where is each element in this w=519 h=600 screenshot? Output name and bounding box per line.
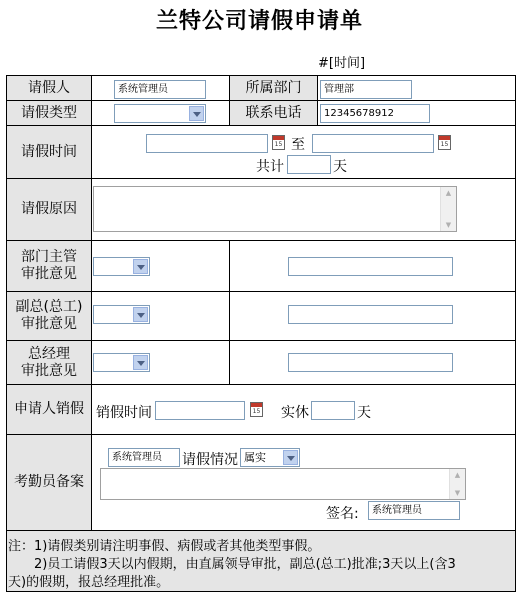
cancel-leave-label: 申请人销假 <box>7 385 91 434</box>
note-line-3: 天)的假期，报总经理批准。 <box>8 575 170 590</box>
notes <box>8 538 514 592</box>
leave-type-label: 请假类型 <box>7 101 91 125</box>
calendar-icon[interactable]: 15 <box>438 135 451 150</box>
leave-status-select[interactable]: 属实 <box>240 448 300 467</box>
applicant-label: 请假人 <box>7 76 91 100</box>
note-line-2: 2)员工请假3天以内假期，由直属领导审批，副总(总工)批准;3天以上(含3 <box>8 557 456 572</box>
chevron-down-icon <box>133 259 148 274</box>
leave-status-label: 请假情况 <box>182 452 238 468</box>
actual-rest-unit: 天 <box>357 405 371 421</box>
time-placeholder: #[时间] <box>318 56 366 71</box>
leave-time-label: 请假时间 <box>7 126 91 178</box>
days-unit: 天 <box>333 159 347 175</box>
approval-select-3[interactable] <box>93 353 150 372</box>
chevron-down-icon <box>133 307 148 322</box>
cancel-time-label: 销假时间 <box>96 405 152 421</box>
signature-field[interactable]: 系统管理员 <box>368 501 460 520</box>
reason-textarea[interactable] <box>93 186 457 232</box>
attendance-label: 考勤员备案 <box>7 435 91 530</box>
applicant-field[interactable]: 系统管理员 <box>114 80 206 99</box>
reason-label: 请假原因 <box>7 179 91 240</box>
leave-type-select[interactable] <box>114 104 206 123</box>
to-label: 至 <box>291 137 305 153</box>
page-title: 兰特公司请假申请单 <box>155 9 363 34</box>
scrollbar[interactable] <box>440 187 456 231</box>
department-field[interactable]: 管理部 <box>320 80 412 99</box>
phone-field[interactable]: 12345678912 <box>320 104 430 123</box>
chevron-down-icon <box>133 355 148 370</box>
total-label: 共计 <box>256 159 284 175</box>
approval-comment-3[interactable] <box>288 353 453 372</box>
actual-rest-field[interactable] <box>311 401 355 420</box>
attendance-name-field[interactable]: 系统管理员 <box>108 448 180 467</box>
approval-label-1: 部门主管 审批意见 <box>7 241 91 291</box>
end-date-field[interactable] <box>312 134 434 153</box>
approval-comment-1[interactable] <box>288 257 453 276</box>
approval-select-2[interactable] <box>93 305 150 324</box>
approval-comment-2[interactable] <box>288 305 453 324</box>
approval-label-3: 总经理 审批意见 <box>7 341 91 384</box>
chevron-down-icon <box>283 450 298 465</box>
scrollbar[interactable] <box>449 469 465 499</box>
cancel-time-field[interactable] <box>155 401 245 420</box>
approval-select-1[interactable] <box>93 257 150 276</box>
calendar-icon[interactable]: 15 <box>250 402 263 417</box>
attendance-textarea[interactable] <box>100 468 466 500</box>
phone-label: 联系电话 <box>230 101 317 125</box>
total-days-field[interactable] <box>287 155 331 174</box>
signature-label: 签名: <box>326 506 359 522</box>
approval-label-2: 副总(总工) 审批意见 <box>7 292 91 340</box>
chevron-down-icon <box>189 106 204 121</box>
calendar-icon[interactable]: 15 <box>272 135 285 150</box>
actual-rest-label: 实休 <box>281 405 309 421</box>
department-label: 所属部门 <box>230 76 317 100</box>
start-date-field[interactable] <box>146 134 268 153</box>
note-line-1: 注：1)请假类别请注明事假、病假或者其他类型事假。 <box>8 539 321 554</box>
